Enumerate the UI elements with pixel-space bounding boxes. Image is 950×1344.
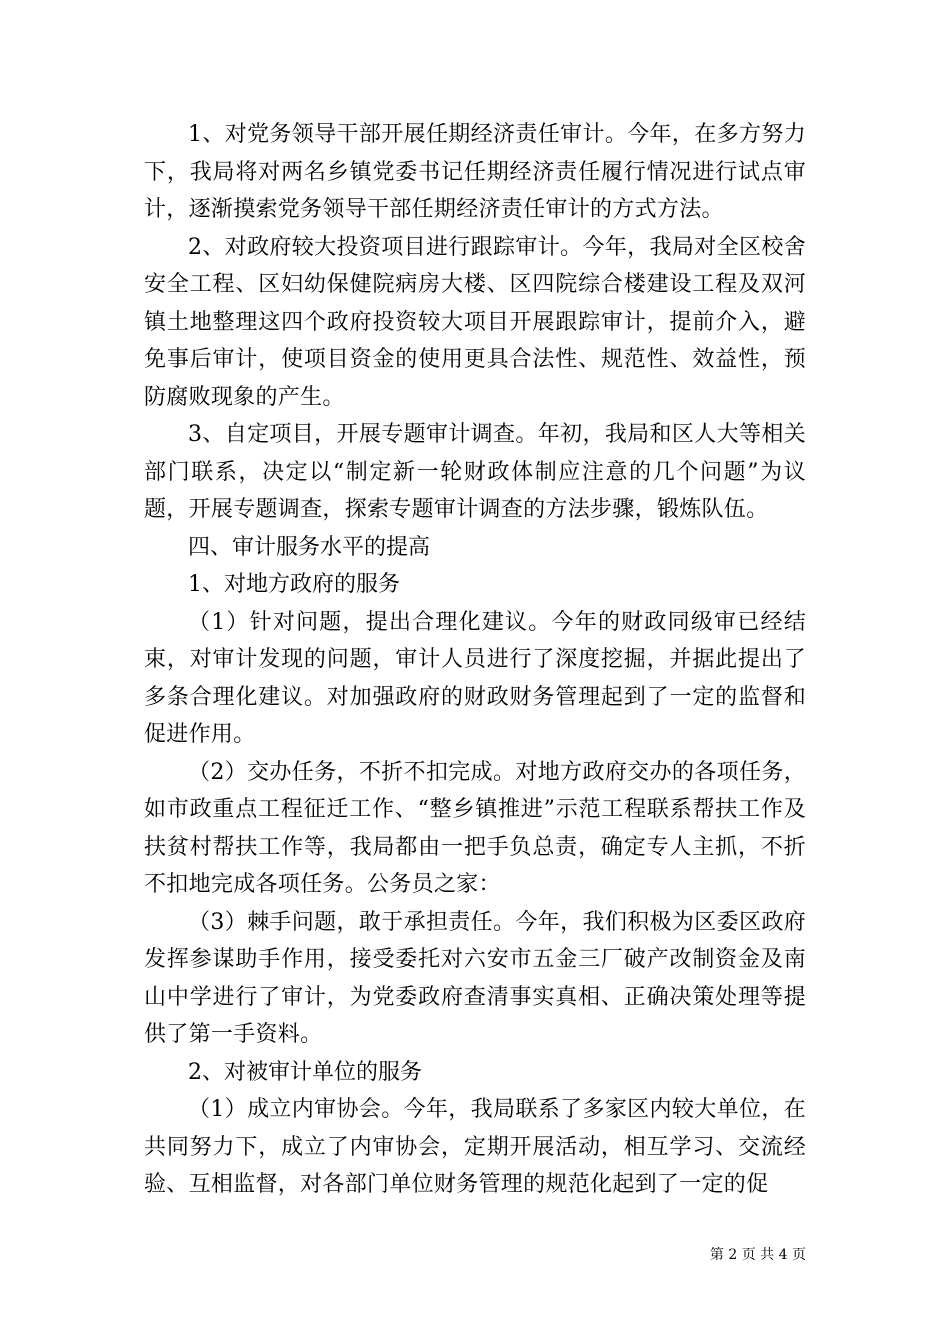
paragraph-2: 2、对政府较大投资项目进行跟踪审计。今年，我局对全区校舍安全工程、区妇幼保健院病房大楼、区四院综合楼建设工程及双河镇土地整理这四个政府投资较大项目开展跟踪审计，提前介入，避免事后审计，使项目资金的使用更具合法性、规范性、效益性，预防腐败现象的产生。	[144, 234, 806, 410]
paragraph-1: 1、对党务领导干部开展任期经济责任审计。今年，在多方努力下，我局将对两名乡镇党委书记任期经济责任履行情况进行试点审计，逐渐摸索党务领导干部任期经济责任审计的方式方法。	[144, 122, 806, 222]
subsection-heading-2: 2、对被审计单位的服务	[188, 1059, 422, 1085]
section-heading-4: 四、审计服务水平的提高	[188, 534, 431, 560]
page-number: 第 2 页 共 4 页	[709, 1247, 806, 1263]
paragraph-service-2: （2）交办任务，不折不扣完成。对地方政府交办的各项任务，如市政重点工程征迁工作、“整乡镇推进”示范工程联系帮扶工作及扶贫村帮扶工作等，我局都由一把手负总责，确定专人主抓，不折不扣地完成各项任务。公务员之家：	[144, 759, 806, 897]
document-body	[144, 116, 806, 1204]
paragraph-service-1: （1）针对问题，提出合理化建议。今年的财政同级审已经结束，对审计发现的问题，审计人员进行了深度挖掘，并据此提出了多条合理化建议。对加强政府的财政财务管理起到了一定的监督和促进作用。	[144, 609, 806, 747]
paragraph-service-3: （3）棘手问题，敢于承担责任。今年，我们积极为区委区政府发挥参谋助手作用，接受委托对六安市五金三厂破产改制资金及南山中学进行了审计，为党委政府查清事实真相、正确决策处理等提供了第一手资料。	[144, 909, 806, 1047]
subsection-heading-1: 1、对地方政府的服务	[188, 572, 400, 597]
paragraph-3: 3、自定项目，开展专题审计调查。年初，我局和区人大等相关部门联系，决定以“制定新一轮财政体制应注意的几个问题”为议题，开展专题调查，探索专题审计调查的方法步骤，锻炼队伍。	[144, 422, 806, 522]
paragraph-audited-1: （1）成立内审协会。今年，我局联系了多家区内较大单位，在共同努力下，成立了内审协会，定期开展活动，相互学习、交流经验、互相监督，对各部门单位财务管理的规范化起到了一定的促	[144, 1097, 806, 1197]
